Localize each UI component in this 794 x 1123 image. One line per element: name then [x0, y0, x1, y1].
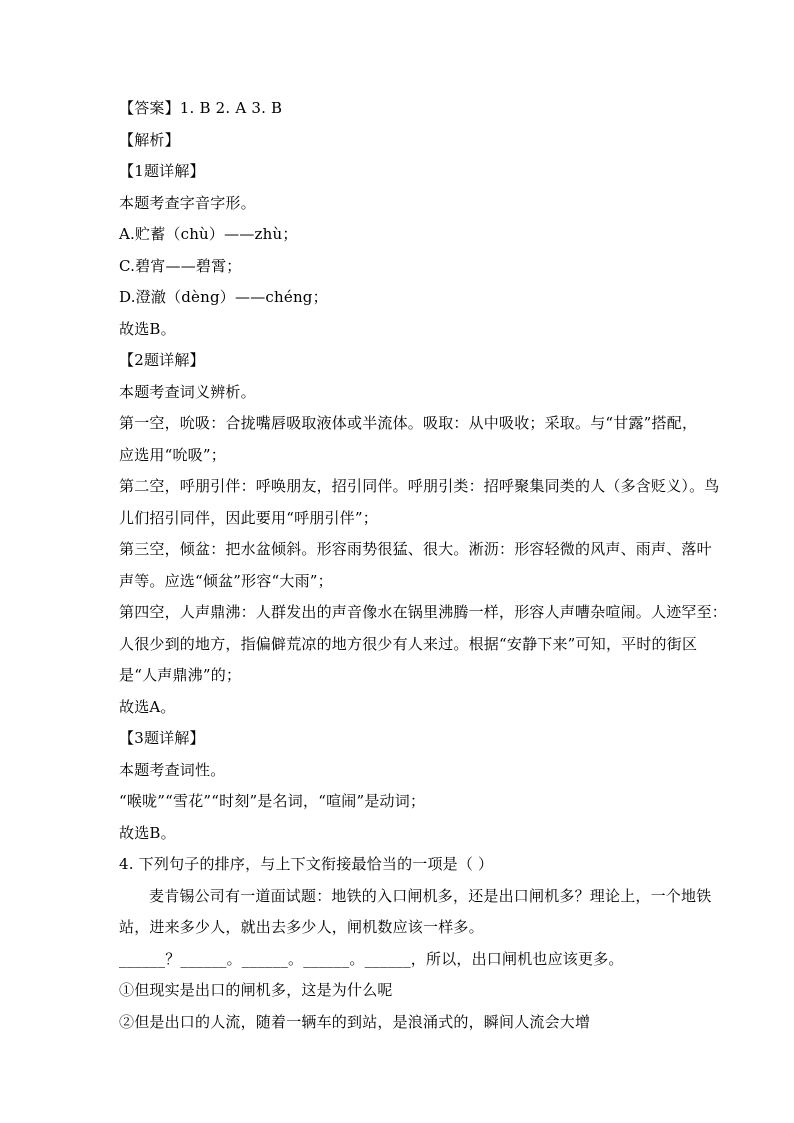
q3-conclusion: 故选B。	[119, 823, 176, 842]
q1-conclusion: 故选B。	[119, 319, 176, 338]
q4-sentence-2: ②但是出口的人流，随着一辆车的到站，是浪涌式的，瞬间人流会大增	[119, 1012, 591, 1031]
q2-topic: 本题考查词义辨析。	[119, 382, 256, 401]
q2-blank1-line1: 第一空，吮吸：合拢嘴唇吸取液体或半流体。吸取：从中吸收；采取。与“甘露”搭配，	[119, 414, 698, 432]
q2-blank4-line3: 是“人声鼎沸”的；	[119, 666, 242, 684]
q2-blank3-line2: 声等。应选“倾盆”形容“大雨”；	[119, 571, 333, 590]
q4-blanks-line: ______？______。______。______。______，所以，出口闸机也应该更多。	[119, 949, 624, 968]
q2-blank3-line1: 第三空，倾盆：把水盆倾斜。形容雨势很猛、很大。淅沥：形容轻微的风声、雨声、落叶	[119, 540, 712, 558]
q2-blank1-line2: 应选用“吮吸”；	[119, 445, 226, 464]
q2-blank4-line1: 第四空，人声鼎沸：人群发出的声音像水在锅里沸腾一样，形容人声嘈杂喧闹。人迹罕至：	[119, 603, 728, 621]
q4-passage-line1: 麦肯锡公司有一道面试题：地铁的入口闸机多，还是出口闸机多？理论上，一个地铁	[149, 886, 712, 905]
q3-topic: 本题考查词性。	[119, 760, 226, 779]
q3-explanation: “喉咙”“雪花”“时刻”是名词，“喧闹”是动词；	[119, 792, 426, 810]
answer-line: 【答案】1. B 2. A 3. B	[119, 99, 283, 117]
q1-option-c: C.碧宵——碧霄；	[119, 256, 242, 275]
q4-sentence-1: ①但现实是出口的闸机多，这是为什么呢	[119, 981, 393, 999]
analysis-heading: 【解析】	[119, 130, 180, 149]
q1-topic: 本题考查字音字形。	[119, 193, 256, 212]
q3-heading: 【3题详解】	[119, 729, 205, 747]
q4-stem: 4. 下列句子的排序，与上下文衔接最恰当的一项是（ ）	[119, 855, 494, 873]
document-page	[119, 98, 728, 1043]
q1-option-a: A.贮蓄（chù）——zhù；	[119, 225, 298, 243]
q2-blank2-line1: 第二空，呼朋引伴：呼唤朋友，招引同伴。呼朋引类：招呼聚集同类的人（多含贬义）。鸟	[119, 477, 720, 495]
q4-passage-line2: 站，进来多少人，就出去多少人，闸机数应该一样多。	[119, 918, 484, 936]
q2-blank2-line2: 儿们招引同伴，因此要用“呼朋引伴”；	[119, 508, 378, 527]
q1-heading: 【1题详解】	[119, 162, 205, 180]
q2-blank4-line2: 人很少到的地方，指偏僻荒凉的地方很少有人来过。根据“安静下来”可知，平时的街区	[119, 634, 698, 653]
q2-heading: 【2题详解】	[119, 351, 205, 369]
q2-conclusion: 故选A。	[119, 697, 176, 716]
q1-option-d: D.澄澈（dèng）——chéng；	[119, 288, 328, 306]
